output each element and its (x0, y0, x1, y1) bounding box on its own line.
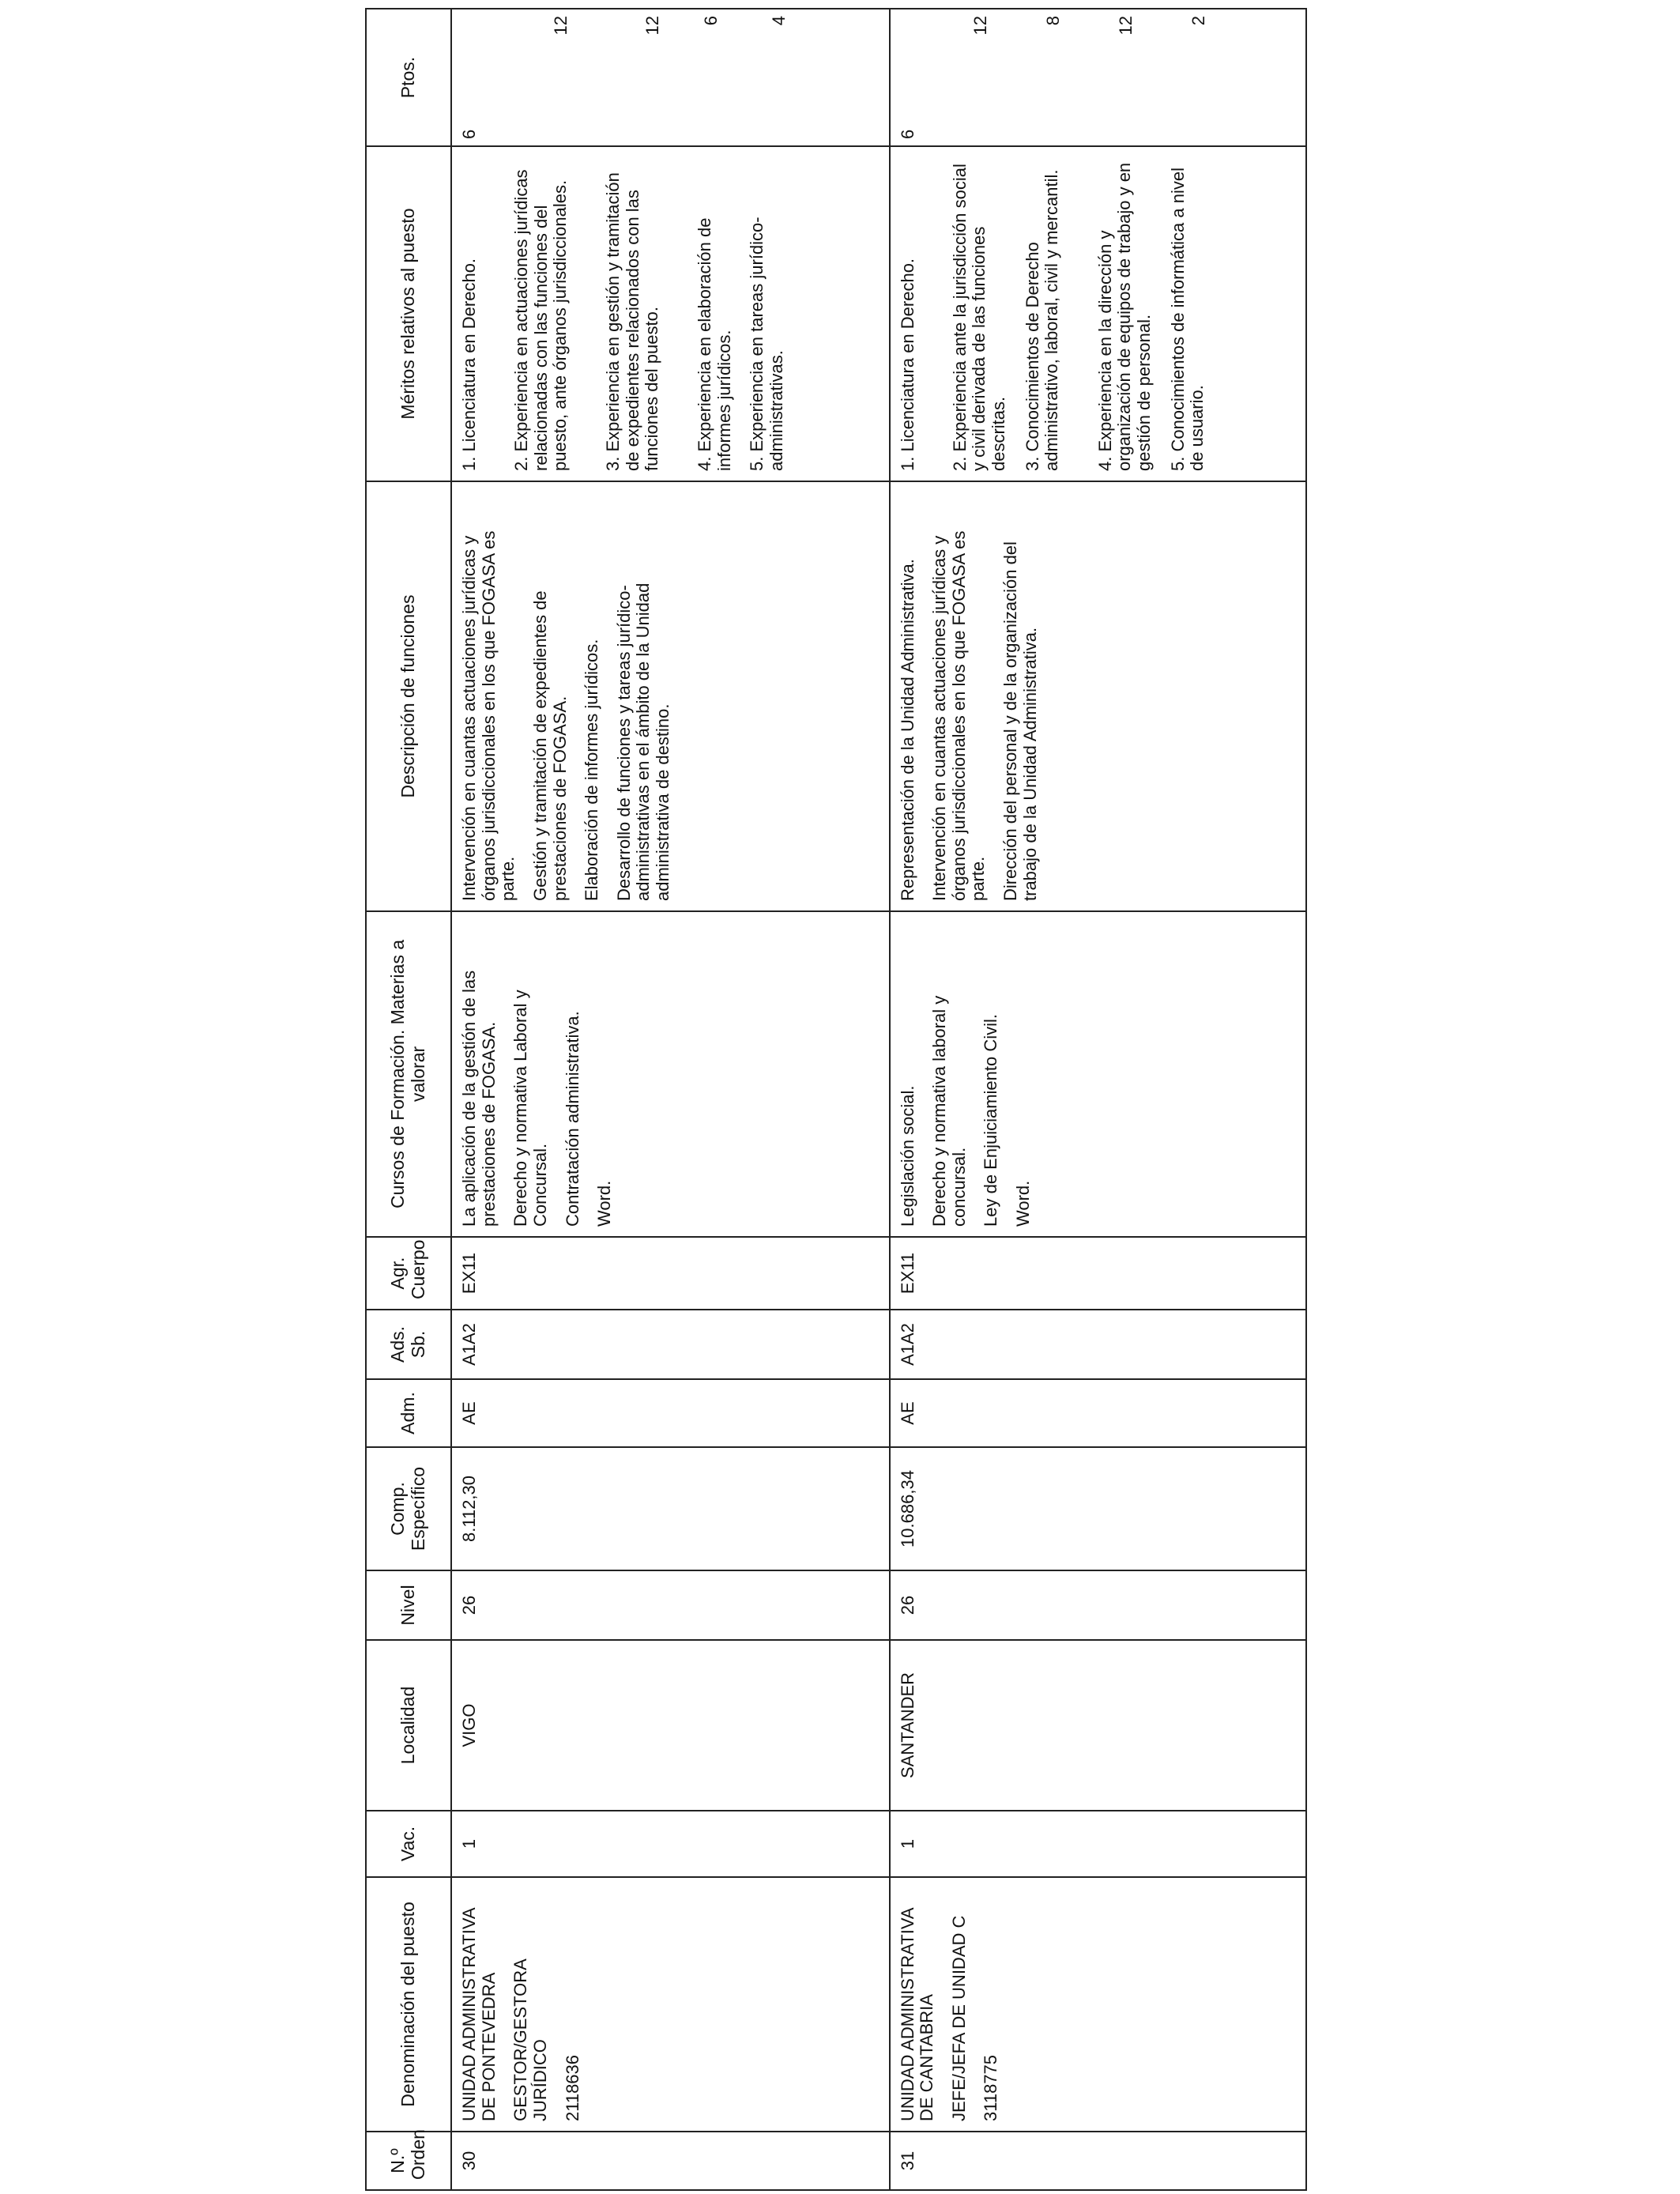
puntos-value: 4 (769, 16, 789, 26)
merito-item: 1. Licenciatura en Derecho. (459, 258, 479, 471)
curso-item: Derecho y normativa Laboral y Concursal. (510, 990, 550, 1227)
header-complemento-especifico: Comp. Específico (366, 1447, 451, 1570)
cell-administracion: AE (890, 1379, 1306, 1447)
puntos-value: 12 (642, 16, 662, 36)
job-positions-table (365, 8, 1307, 2191)
cell-complemento: 8.112,30 (451, 1447, 890, 1570)
merito-item: 2. Experiencia en actuaciones jurídicas relacionadas con las funciones del puesto, ante órganos jurisdiccionales. (511, 169, 571, 471)
funcion-item: Gestión y tramitación de expedientes de prestaciones de FOGASA. (529, 590, 570, 901)
funcion-item: Intervención en cuantas actuaciones jurídicas y órganos jurisdiccionales en los que FOGASA es parte. (459, 530, 518, 901)
funcion-item: Elaboración de informes jurídicos. (582, 639, 602, 901)
header-localidad: Localidad (366, 1640, 451, 1811)
cell-puntos (451, 9, 890, 146)
cell-agrupacion: EX11 (890, 1237, 1306, 1310)
curso-item: Ley de Enjuiciamiento Civil. (981, 1013, 1001, 1227)
position-code: 2118636 (562, 2054, 582, 2121)
merito-item: 3. Conocimientos de Derecho administrativo, laboral, civil y mercantil. (1022, 169, 1062, 471)
merito-item: 3. Experiencia en gestión y tramitación de expedientes relacionados con las funciones del puesto. (603, 172, 662, 471)
header-nivel: Nivel (366, 1570, 451, 1640)
header-descripcion-funciones: Descripción de funciones (366, 481, 451, 911)
cell-cursos (451, 911, 890, 1237)
puntos-value: 6 (897, 129, 917, 139)
header-agrupacion-cuerpo: Agr. Cuerpo (366, 1237, 451, 1310)
cell-orden: 31 (890, 2132, 1306, 2190)
cell-meritos (890, 146, 1306, 481)
cell-orden: 30 (451, 2132, 890, 2190)
funcion-item: Dirección del personal y de la organización del trabajo de la Unidad Administrativa. (1000, 541, 1040, 901)
position-title: GESTOR/GESTORA JURÍDICO (510, 1959, 550, 2121)
cell-vacantes: 1 (890, 1811, 1306, 1877)
curso-item: La aplicación de la gestión de las prestaciones de FOGASA. (459, 970, 499, 1227)
funcion-item: Intervención en cuantas actuaciones jurídicas y órganos jurisdiccionales en los que FOGASA es parte. (929, 530, 989, 901)
curso-item: Word. (594, 1180, 615, 1227)
puntos-value: 8 (1042, 16, 1063, 26)
cell-denominacion (451, 1877, 890, 2132)
cell-adscripcion: A1A2 (451, 1310, 890, 1379)
curso-item: Legislación social. (897, 1085, 917, 1227)
cell-meritos (451, 146, 890, 481)
cell-nivel: 26 (890, 1570, 1306, 1640)
cell-complemento: 10.686,34 (890, 1447, 1306, 1570)
unit-name: UNIDAD ADMINISTRATIVA DE PONTEVEDRA (459, 1908, 499, 2121)
cell-puntos (890, 9, 1306, 146)
curso-item: Contratación administrativa. (562, 1011, 582, 1227)
merito-item: 5. Conocimientos de informática a nivel de usuario. (1167, 168, 1207, 471)
cell-localidad: SANTANDER (890, 1640, 1306, 1811)
position-code: 3118775 (981, 2054, 1001, 2121)
rotated-table-page (365, 9, 1307, 2191)
curso-item: Derecho y normativa laboral y concursal. (929, 995, 969, 1227)
header-adscripcion-subgrupo: Ads. Sb. (366, 1310, 451, 1379)
cell-administracion: AE (451, 1379, 890, 1447)
header-row (366, 9, 451, 2190)
curso-item: Word. (1013, 1180, 1034, 1227)
merito-item: 4. Experiencia en elaboración de informes jurídicos. (695, 217, 734, 471)
cell-adscripcion: A1A2 (890, 1310, 1306, 1379)
cell-cursos (890, 911, 1306, 1237)
puntos-value: 12 (1115, 16, 1136, 36)
cell-vacantes: 1 (451, 1811, 890, 1877)
merito-item: 4. Experiencia en la dirección y organización de equipos de trabajo y en gestión de personal. (1094, 162, 1154, 471)
table-row (890, 9, 1306, 2190)
header-denominacion: Denominación del puesto (366, 1877, 451, 2132)
header-puntos: Ptos. (366, 9, 451, 146)
funcion-item: Representación de la Unidad Administrativa. (897, 559, 917, 901)
header-orden: N.º Orden (366, 2132, 451, 2190)
header-vacantes: Vac. (366, 1811, 451, 1877)
puntos-value: 12 (551, 16, 571, 36)
puntos-value: 6 (459, 129, 479, 139)
header-meritos: Méritos relativos al puesto (366, 146, 451, 481)
cell-localidad: VIGO (451, 1640, 890, 1811)
unit-name: UNIDAD ADMINISTRATIVA DE CANTABRIA (897, 1908, 937, 2121)
header-administracion: Adm. (366, 1379, 451, 1447)
merito-item: 5. Experiencia en tareas jurídico-administrativas. (747, 217, 786, 471)
table-row (451, 9, 890, 2190)
cell-nivel: 26 (451, 1570, 890, 1640)
cell-denominacion (890, 1877, 1306, 2132)
cell-agrupacion: EX11 (451, 1237, 890, 1310)
position-title: JEFE/JEFA DE UNIDAD C (948, 1915, 969, 2121)
cell-descripcion (890, 481, 1306, 911)
puntos-value: 2 (1188, 16, 1208, 26)
puntos-value: 12 (970, 16, 990, 36)
funcion-item: Desarrollo de funciones y tareas jurídico-administrativas en el ámbito de la Unidad administrativa de destino. (613, 582, 672, 901)
merito-item: 2. Experiencia ante la jurisdicción social y civil derivada de las funciones descritas. (949, 164, 1008, 471)
cell-descripcion (451, 481, 890, 911)
puntos-value: 6 (701, 16, 721, 26)
merito-item: 1. Licenciatura en Derecho. (897, 258, 917, 471)
header-cursos-formacion: Cursos de Formación. Materias a valorar (366, 911, 451, 1237)
